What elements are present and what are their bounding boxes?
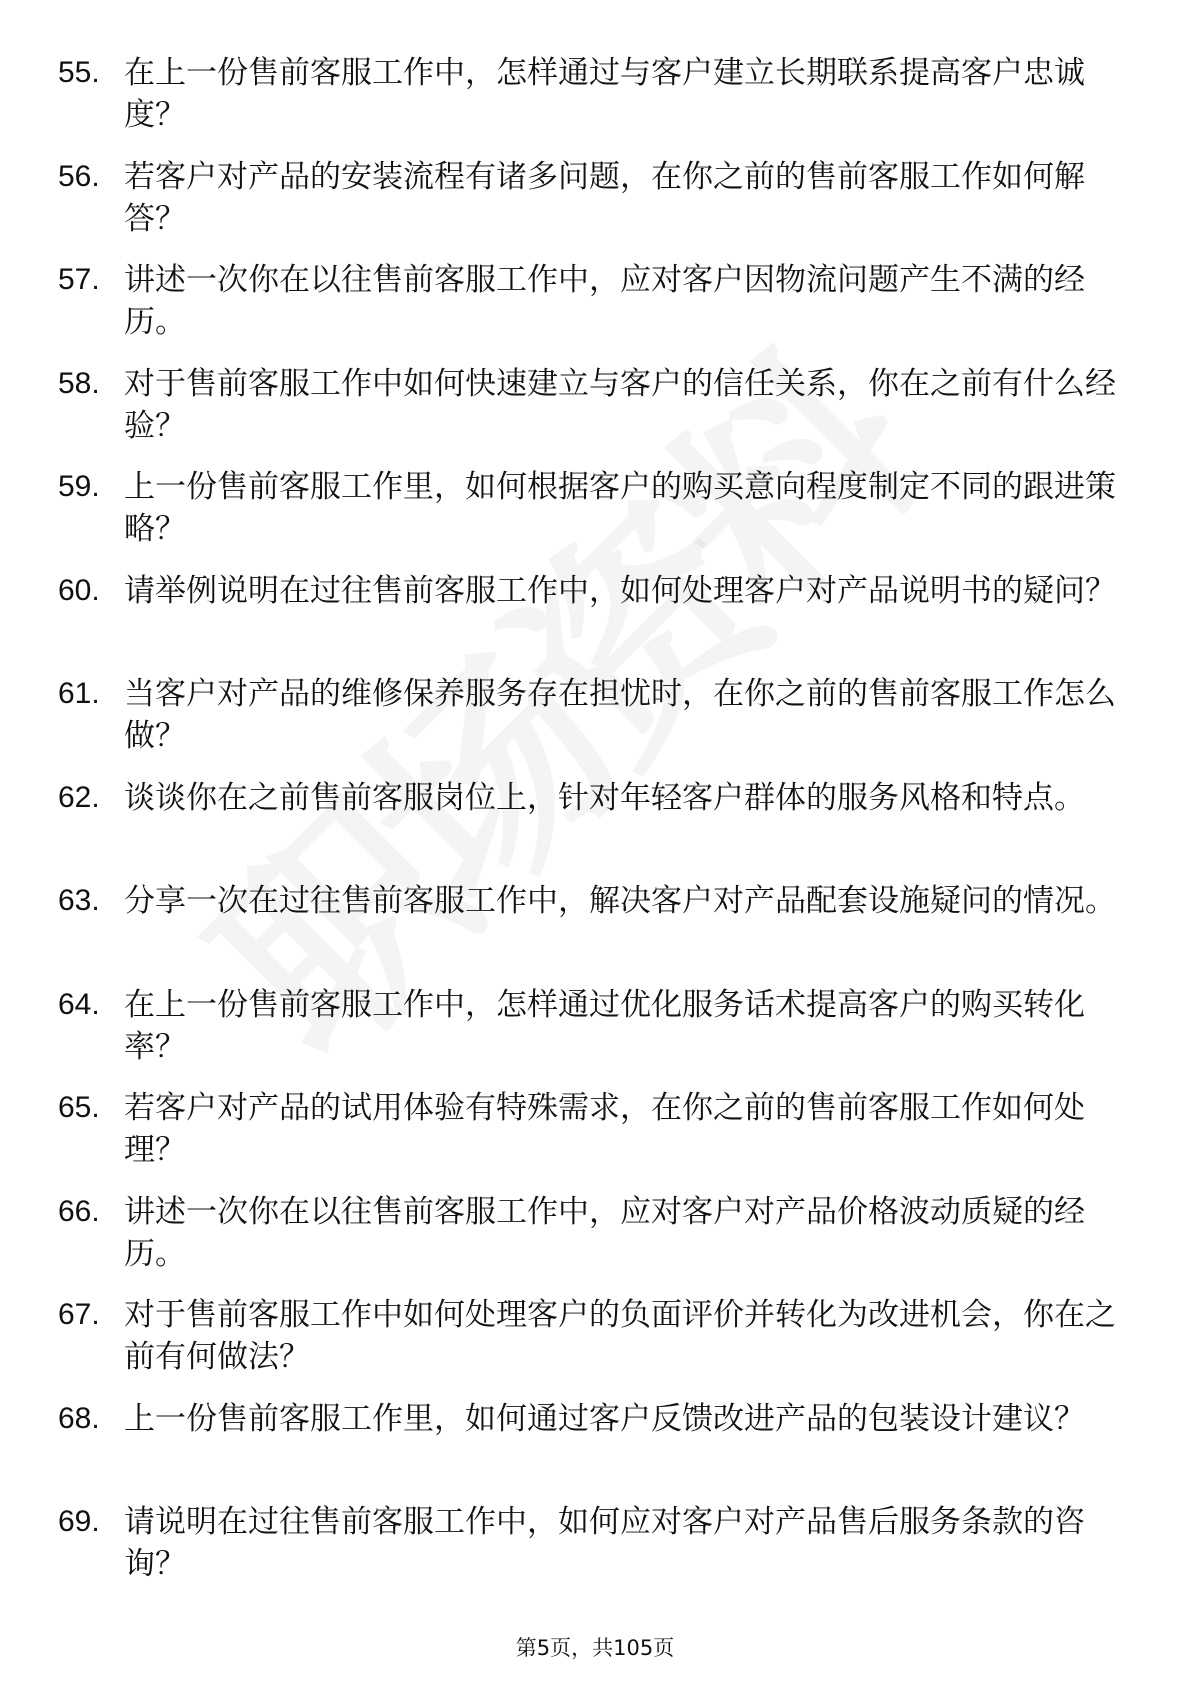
question-number: 60. (58, 573, 100, 607)
list-item (58, 1398, 1118, 1482)
question-number: 62. (58, 780, 100, 814)
list-item (58, 363, 1118, 447)
question-text: 分享一次在过往售前客服工作中，解决客户对产品配套设施疑问的情况。 (124, 883, 1116, 919)
list-item (58, 1191, 1118, 1275)
question-number: 64. (58, 987, 100, 1021)
question-text: 当客户对产品的维修保养服务存在担忧时，在你之前的售前客服工作怎么做？ (124, 676, 1116, 754)
question-number: 59. (58, 470, 100, 503)
list-item (58, 1294, 1118, 1378)
question-text: 谈谈你在之前售前客服岗位上，针对年轻客户群体的服务风格和特点。 (124, 779, 1085, 816)
list-item (58, 259, 1118, 343)
list-item (58, 466, 1118, 550)
list-item (58, 1501, 1118, 1585)
question-text: 在上一份售前客服工作中，怎样通过与客户建立长期联系提高客户忠诚度？ (124, 55, 1085, 133)
question-text: 若客户对产品的试用体验有特殊需求，在你之前的售前客服工作如何处理？ (124, 1090, 1085, 1168)
list-item (58, 1087, 1118, 1171)
question-number: 63. (58, 884, 100, 917)
question-text: 在上一份售前客服工作中，怎样通过优化服务话术提高客户的购买转化率？ (124, 986, 1085, 1065)
question-text: 请举例说明在过往售前客服工作中，如何处理客户对产品说明书的疑问？ (124, 572, 1116, 609)
question-number: 68. (58, 1401, 100, 1435)
question-number: 69. (58, 1505, 100, 1538)
list-item (58, 984, 1118, 1068)
question-text: 讲述一次你在以往售前客服工作中，应对客户因物流问题产生不满的经历。 (124, 262, 1085, 340)
list-item (58, 673, 1118, 757)
question-number: 57. (58, 263, 100, 296)
list-item (58, 880, 1118, 964)
question-number: 55. (58, 56, 100, 89)
question-number: 67. (58, 1298, 100, 1331)
question-number: 58. (58, 366, 100, 400)
question-number: 66. (58, 1194, 100, 1228)
question-text: 若客户对产品的安装流程有诸多问题，在你之前的售前客服工作如何解答？ (124, 158, 1085, 237)
list-item (58, 777, 1118, 861)
list-item (58, 52, 1118, 136)
question-text: 上一份售前客服工作里，如何通过客户反馈改进产品的包装设计建议？ (124, 1400, 1085, 1437)
question-list (58, 52, 1118, 1605)
question-text: 上一份售前客服工作里，如何根据客户的购买意向程度制定不同的跟进策略？ (124, 469, 1116, 547)
question-number: 65. (58, 1091, 100, 1124)
question-number: 61. (58, 677, 100, 710)
page-footer: 第5页，共105页 (515, 1636, 675, 1660)
list-item (58, 156, 1118, 240)
question-text: 讲述一次你在以往售前客服工作中，应对客户对产品价格波动质疑的经历。 (124, 1193, 1085, 1272)
question-text: 对于售前客服工作中如何处理客户的负面评价并转化为改进机会，你在之前有何做法？ (124, 1297, 1116, 1375)
question-number: 56. (58, 159, 100, 193)
list-item (58, 570, 1118, 654)
question-text: 请说明在过往售前客服工作中，如何应对客户对产品售后服务条款的咨询？ (124, 1504, 1085, 1582)
question-text: 对于售前客服工作中如何快速建立与客户的信任关系，你在之前有什么经验？ (124, 365, 1116, 444)
